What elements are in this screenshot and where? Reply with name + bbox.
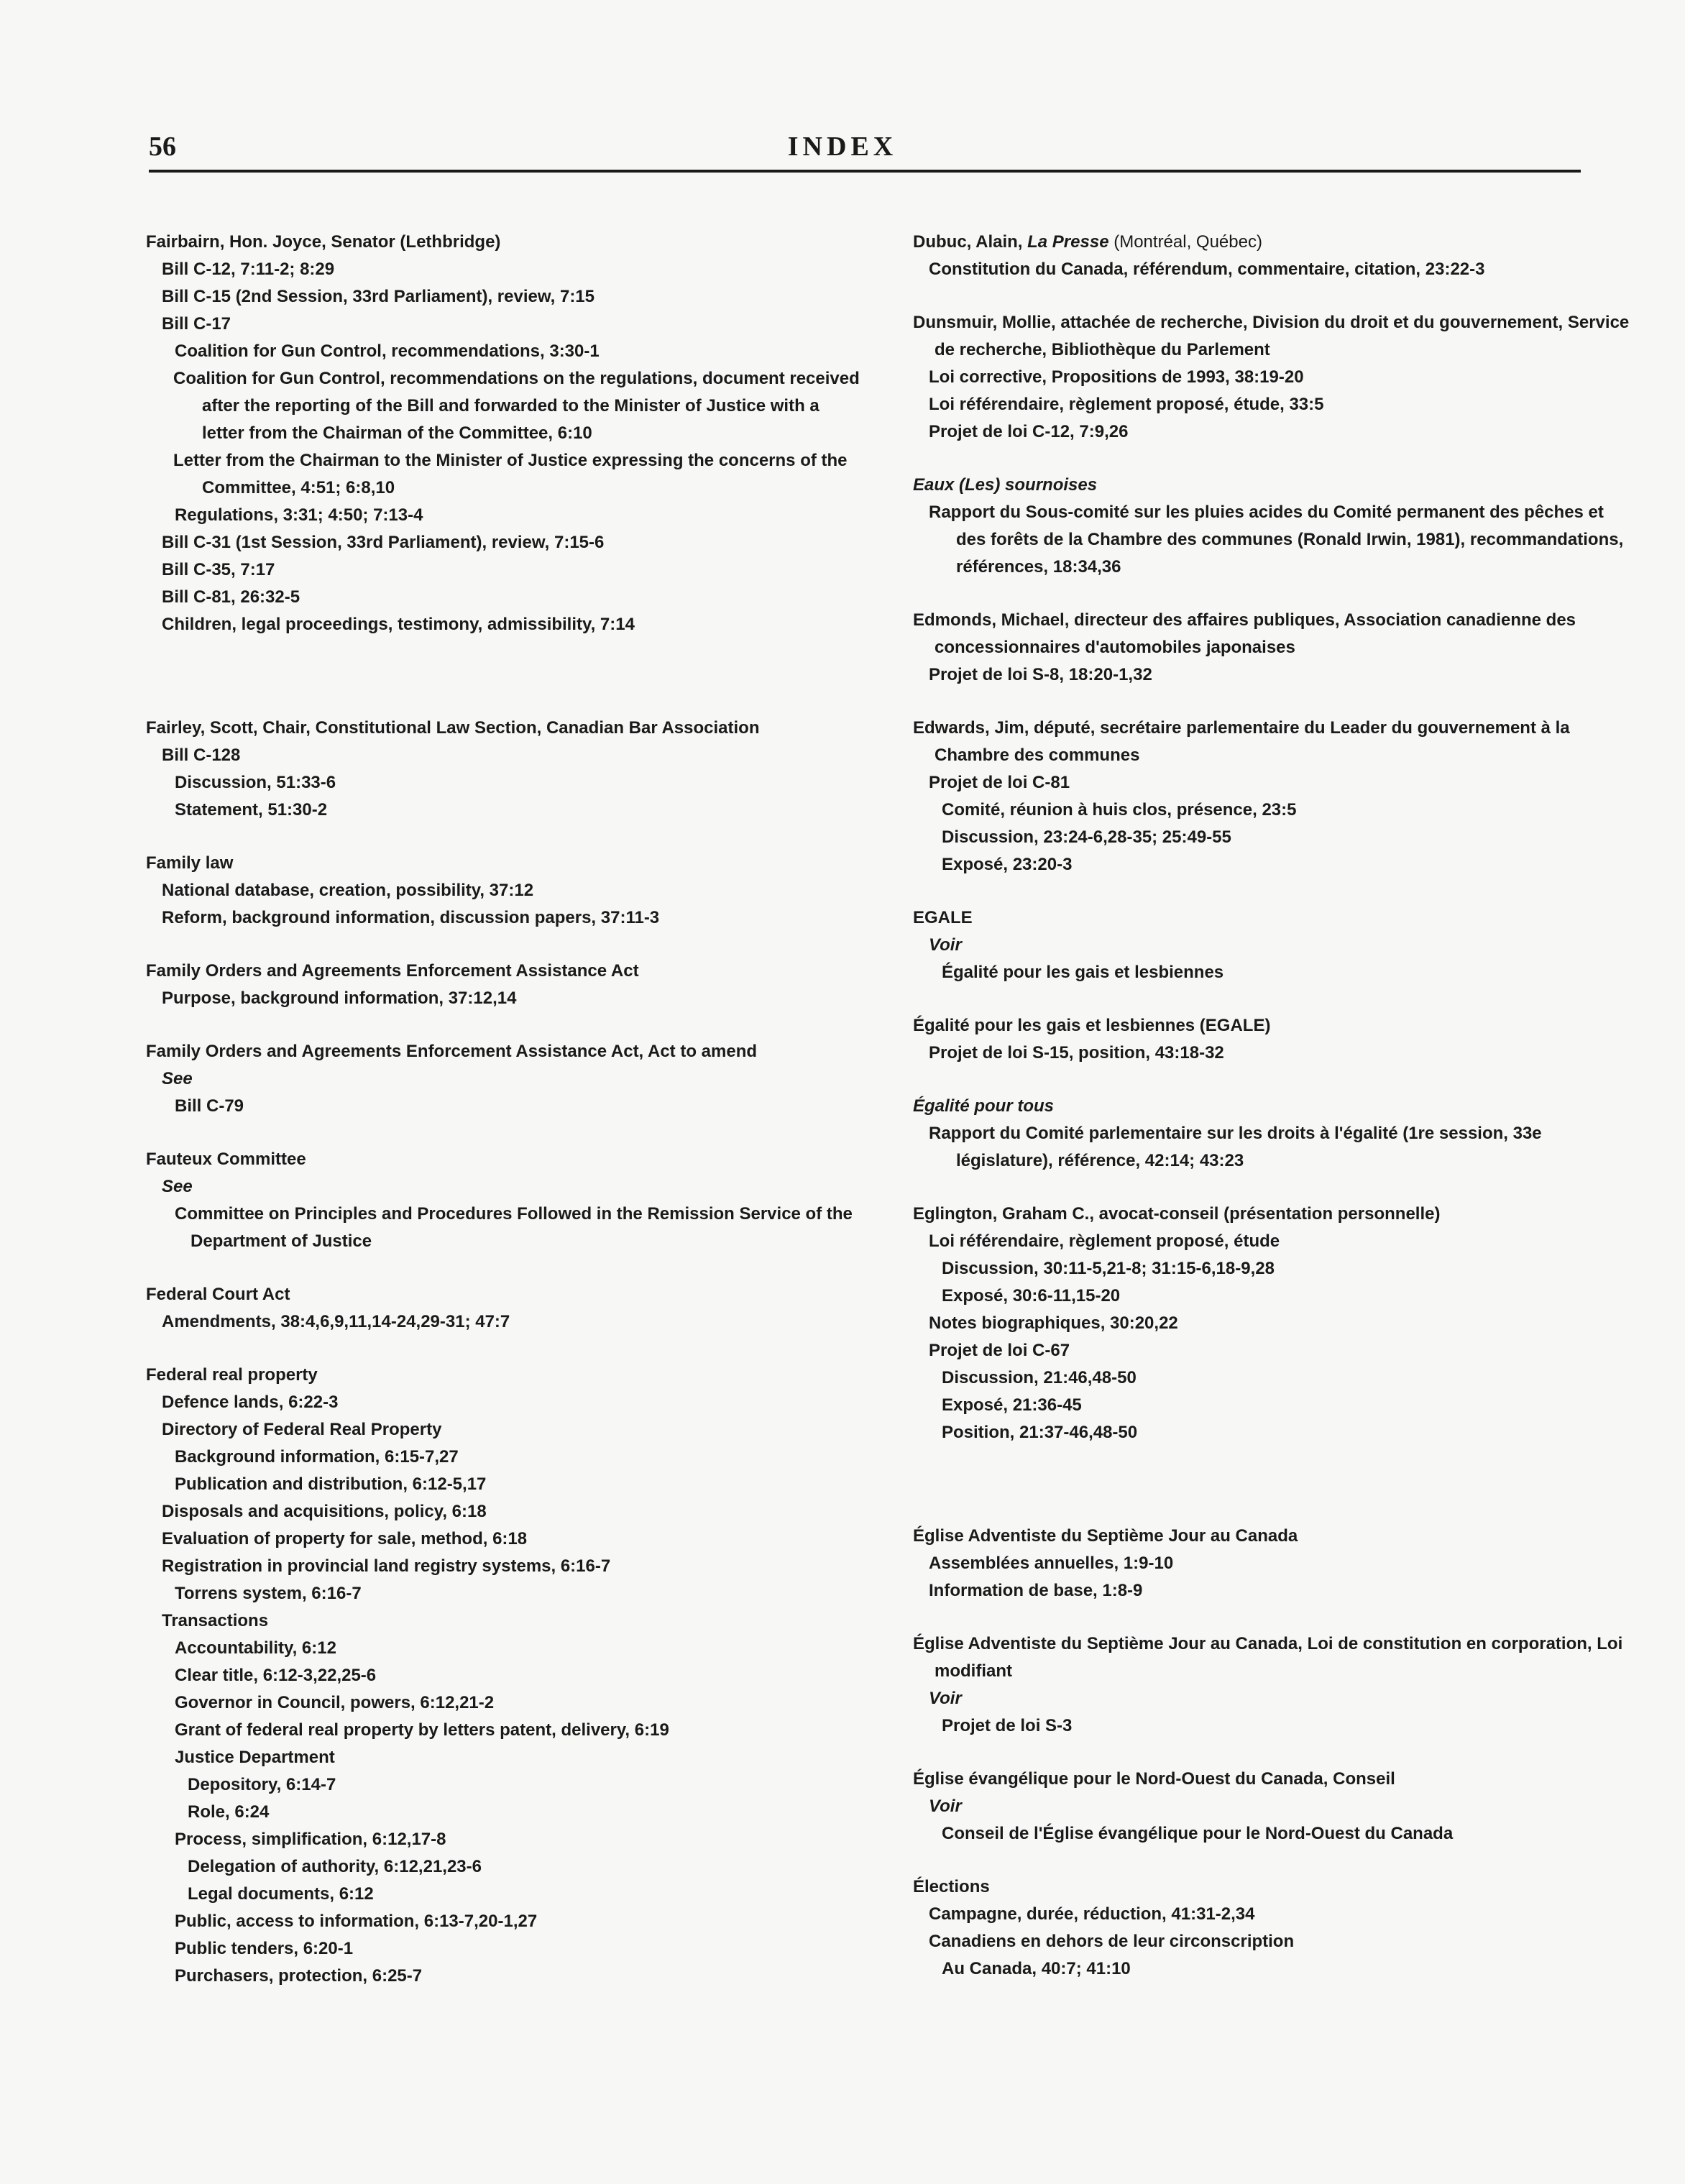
subentry: Discussion, 23:24-6,28-35; 25:49-55 — [942, 827, 1231, 847]
subentry: Projet de loi C-81 — [929, 773, 1070, 792]
see-reference: See — [162, 1177, 193, 1196]
index-entry — [146, 850, 865, 932]
index-entry — [146, 1281, 865, 1336]
index-entry — [913, 1873, 1632, 1983]
index-column-right — [913, 229, 1632, 2009]
subentry: Comité, réunion à huis clos, présence, 23:5 — [942, 800, 1297, 820]
header-rule — [149, 170, 1581, 173]
subentry: Bill C-81, 26:32-5 — [162, 587, 300, 607]
index-entry — [913, 1201, 1632, 1446]
subentry: Bill C-12, 7:11-2; 8:29 — [162, 260, 335, 279]
index-entry — [913, 715, 1632, 878]
see-reference: Voir — [929, 935, 962, 955]
subentry: Transactions — [162, 1611, 269, 1630]
subentry: Position, 21:37-46,48-50 — [942, 1423, 1138, 1442]
subentry: Disposals and acquisitions, policy, 6:18 — [162, 1502, 487, 1521]
index-entry — [913, 1766, 1632, 1848]
subentry: Notes biographiques, 30:20,22 — [929, 1313, 1178, 1333]
index-entry — [146, 229, 865, 638]
index-entry — [913, 229, 1632, 283]
index-entry — [913, 1523, 1632, 1605]
entry-heading: Fauteux Committee — [146, 1150, 306, 1169]
subentry: Exposé, 21:36-45 — [942, 1395, 1082, 1415]
subentry: Role, 6:24 — [188, 1802, 270, 1822]
index-entry — [146, 1038, 865, 1120]
subentry: Loi référendaire, règlement proposé, étude — [929, 1231, 1280, 1251]
index-entry — [913, 1012, 1632, 1067]
page-title: INDEX — [787, 132, 898, 162]
see-reference: Voir — [929, 1689, 962, 1708]
subentry: Statement, 51:30-2 — [175, 800, 328, 820]
entry-heading: EGALE — [913, 908, 973, 927]
subentry: Clear title, 6:12-3,22,25-6 — [175, 1666, 377, 1685]
subentry: Reform, background information, discussion papers, 37:11-3 — [162, 908, 660, 927]
subentry: Publication and distribution, 6:12-5,17 — [175, 1474, 487, 1494]
index-entry — [913, 607, 1632, 689]
subentry: Discussion, 30:11-5,21-8; 31:15-6,18-9,28 — [942, 1259, 1275, 1278]
index-entry — [913, 309, 1632, 446]
subentry: Projet de loi C-67 — [929, 1341, 1070, 1360]
subentry: Projet de loi S-8, 18:20-1,32 — [929, 665, 1152, 684]
subentry: Canadiens en dehors de leur circonscription — [929, 1932, 1295, 1951]
subentry: Bill C-79 — [175, 1096, 244, 1116]
subentry: Égalité pour les gais et lesbiennes — [942, 963, 1224, 982]
entry-heading: Élections — [913, 1877, 990, 1896]
entry-heading: Eaux (Les) sournoises — [913, 475, 1098, 495]
page-number: 56 — [149, 132, 176, 162]
index-entry — [146, 715, 865, 824]
index-entry — [146, 958, 865, 1012]
subentry: Bill C-128 — [162, 745, 241, 765]
subentry: Defence lands, 6:22-3 — [162, 1392, 339, 1412]
subentry: Exposé, 23:20-3 — [942, 855, 1073, 874]
subentry: Children, legal proceedings, testimony, admissibility, 7:14 — [162, 615, 635, 634]
subentry: Bill C-15 (2nd Session, 33rd Parliament), review, 7:15 — [162, 287, 595, 306]
subentry: Projet de loi C-12, 7:9,26 — [929, 422, 1129, 441]
subentry: Amendments, 38:4,6,9,11,14-24,29-31; 47:7 — [162, 1312, 510, 1331]
entry-heading: Eglington, Graham C., avocat-conseil (présentation personnelle) — [913, 1204, 1441, 1224]
subentry: Rapport du Sous-comité sur les pluies acides du Comité permanent des pêches et des forêts de la Chambre des communes (Ronald Irwin, 1981), recommandations, références, 18:34,36 — [929, 503, 1624, 577]
subentry: Evaluation of property for sale, method, 6:18 — [162, 1529, 528, 1548]
subentry: Loi référendaire, règlement proposé, étude, 33:5 — [929, 395, 1324, 414]
subentry: Projet de loi S-3 — [942, 1716, 1073, 1735]
subentry: Justice Department — [175, 1748, 335, 1767]
subentry: Coalition for Gun Control, recommendations on the regulations, document received after the reporting of the Bill and forwarded to the Minister of Justice with a letter from the Chairman of the Committee, 6:10 — [173, 369, 860, 443]
subentry: Public, access to information, 6:13-7,20-1,27 — [175, 1912, 538, 1931]
subentry: Information de base, 1:8-9 — [929, 1581, 1143, 1600]
entry-heading: Federal Court Act — [146, 1285, 290, 1304]
subentry: Bill C-31 (1st Session, 33rd Parliament), review, 7:15-6 — [162, 533, 605, 552]
subentry: Legal documents, 6:12 — [188, 1884, 374, 1904]
subentry: Accountability, 6:12 — [175, 1638, 336, 1658]
subentry: Background information, 6:15-7,27 — [175, 1447, 459, 1467]
subentry: Letter from the Chairman to the Minister of Justice expressing the concerns of the Committee, 4:51; 6:8,10 — [173, 451, 848, 497]
entry-heading: Fairbairn, Hon. Joyce, Senator (Lethbridge) — [146, 232, 501, 252]
entry-heading: Fairley, Scott, Chair, Constitutional Law Section, Canadian Bar Association — [146, 718, 760, 738]
subentry: Exposé, 30:6-11,15-20 — [942, 1286, 1121, 1306]
entry-heading: Edwards, Jim, député, secrétaire parlementaire du Leader du gouvernement à la Chambre des communes — [913, 718, 1570, 765]
entry-heading: Family Orders and Agreements Enforcement Assistance Act — [146, 961, 639, 981]
entry-heading: Dunsmuir, Mollie, attachée de recherche, Division du droit et du gouvernement, Service de recherche, Bibliothèque du Parlement — [913, 313, 1630, 359]
subentry: Regulations, 3:31; 4:50; 7:13-4 — [175, 505, 423, 525]
subentry: Discussion, 21:46,48-50 — [942, 1368, 1137, 1387]
subentry: Bill C-35, 7:17 — [162, 560, 275, 579]
subentry: Loi corrective, Propositions de 1993, 38:19-20 — [929, 367, 1304, 387]
entry-heading: Family Orders and Agreements Enforcement Assistance Act, Act to amend — [146, 1042, 758, 1061]
subentry: Process, simplification, 6:12,17-8 — [175, 1830, 446, 1849]
subentry: Bill C-17 — [162, 314, 231, 334]
index-entry — [913, 904, 1632, 986]
subentry: Campagne, durée, réduction, 41:31-2,34 — [929, 1904, 1255, 1924]
see-reference: Voir — [929, 1797, 962, 1816]
subentry: Torrens system, 6:16-7 — [175, 1584, 362, 1603]
entry-heading: Family law — [146, 853, 234, 873]
entry-heading: Federal real property — [146, 1365, 318, 1385]
index-entry — [146, 1362, 865, 1990]
index-entry — [913, 472, 1632, 581]
subentry: Depository, 6:14-7 — [188, 1775, 336, 1794]
subentry: Discussion, 51:33-6 — [175, 773, 336, 792]
entry-heading: Égalité pour les gais et lesbiennes (EGALE) — [913, 1016, 1271, 1035]
entry-heading: Église Adventiste du Septième Jour au Canada, Loi de constitution en corporation, Loi modifiant — [913, 1634, 1623, 1681]
entry-heading: Dubuc, Alain, La Presse (Montréal, Québec) — [913, 232, 1262, 252]
subentry: Rapport du Comité parlementaire sur les droits à l'égalité (1re session, 33e législature), référence, 42:14; 43:23 — [929, 1124, 1542, 1170]
subentry: Purchasers, protection, 6:25-7 — [175, 1966, 423, 1986]
entry-heading: Égalité pour tous — [913, 1096, 1055, 1116]
entry-heading: Église Adventiste du Septième Jour au Canada — [913, 1526, 1298, 1546]
subentry: Delegation of authority, 6:12,21,23-6 — [188, 1857, 482, 1876]
entry-heading: Edmonds, Michael, directeur des affaires publiques, Association canadienne des concessionnaires d'automobiles japonaises — [913, 610, 1576, 657]
subentry: Assemblées annuelles, 1:9-10 — [929, 1554, 1174, 1573]
subentry: Public tenders, 6:20-1 — [175, 1939, 354, 1958]
index-entry — [913, 1093, 1632, 1175]
index-column-left — [146, 229, 865, 2016]
subentry: Grant of federal real property by letters patent, delivery, 6:19 — [175, 1720, 669, 1740]
subentry: Purpose, background information, 37:12,14 — [162, 988, 517, 1008]
index-entry — [913, 1630, 1632, 1740]
subentry: Conseil de l'Église évangélique pour le Nord-Ouest du Canada — [942, 1824, 1454, 1843]
entry-heading: Église évangélique pour le Nord-Ouest du Canada, Conseil — [913, 1769, 1395, 1789]
subentry: Projet de loi S-15, position, 43:18-32 — [929, 1043, 1224, 1063]
subentry: Constitution du Canada, référendum, commentaire, citation, 23:22-3 — [929, 260, 1485, 279]
subentry: Governor in Council, powers, 6:12,21-2 — [175, 1693, 495, 1712]
subentry: Committee on Principles and Procedures Followed in the Remission Service of the Department of Justice — [175, 1204, 853, 1251]
index-entry — [146, 1146, 865, 1255]
subentry: Registration in provincial land registry systems, 6:16-7 — [162, 1556, 611, 1576]
subentry: National database, creation, possibility, 37:12 — [162, 881, 534, 900]
subentry: Directory of Federal Real Property — [162, 1420, 442, 1439]
subentry: Au Canada, 40:7; 41:10 — [942, 1959, 1131, 1978]
see-reference: See — [162, 1069, 193, 1088]
subentry: Coalition for Gun Control, recommendations, 3:30-1 — [175, 341, 600, 361]
